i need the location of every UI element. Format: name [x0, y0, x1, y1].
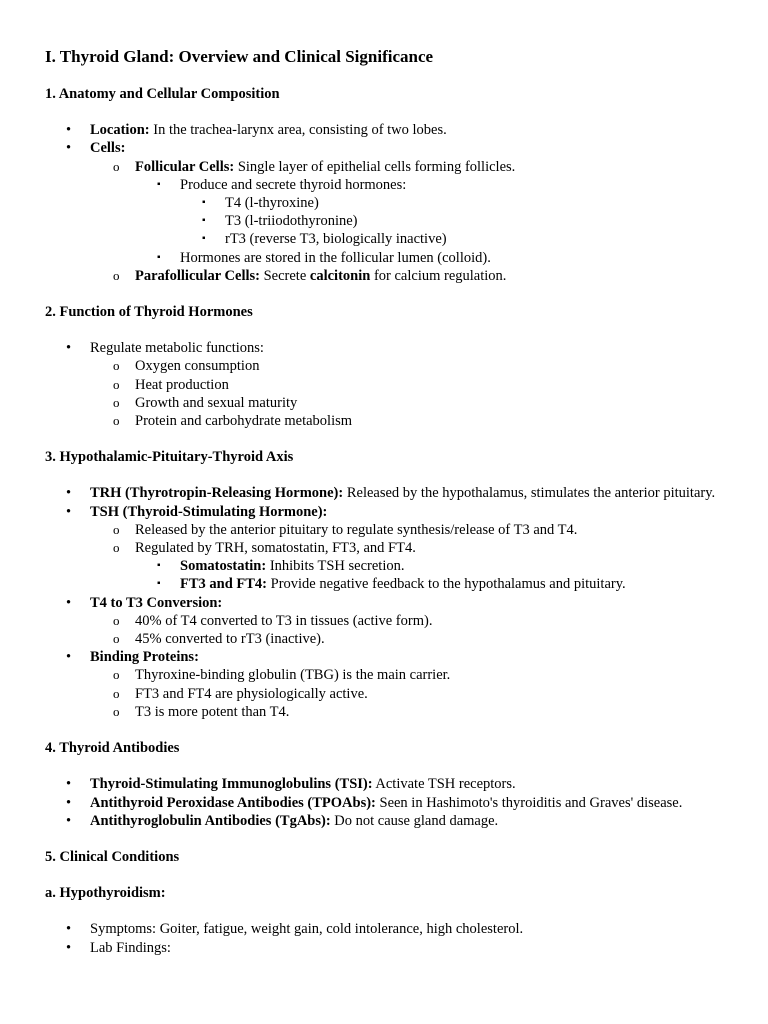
list-item-cells	[45, 139, 728, 285]
circle-marker: o	[113, 631, 120, 647]
bullet-marker: •	[66, 340, 72, 357]
parafollicular-label: Parafollicular Cells:	[135, 267, 260, 284]
list-item	[90, 412, 728, 430]
parafollicular-text-b: for calcium regulation.	[370, 267, 507, 284]
list-item-binding	[45, 648, 728, 721]
square-marker: ▪	[157, 178, 161, 190]
subsection-heading-hypothyroidism: a. Hypothyroidism:	[45, 885, 166, 902]
bullet-marker: •	[66, 812, 72, 829]
tsh-item-text: Regulated by TRH, somatostatin, FT3, and FT4.	[135, 540, 416, 557]
square-marker: ▪	[157, 578, 161, 590]
anatomy-list	[45, 121, 728, 285]
circle-marker: o	[113, 540, 120, 556]
produce-text: Produce and secrete thyroid hormones:	[180, 176, 407, 193]
conversion-label: T4 to T3 Conversion:	[90, 594, 223, 611]
trh-text: Released by the hypothalamus, stimulates the anterior pituitary.	[343, 485, 716, 502]
cells-label: Cells:	[90, 140, 126, 157]
bullet-marker: •	[66, 140, 72, 157]
somatostatin-text: Inhibits TSH secretion.	[266, 558, 405, 575]
regulate-text: Regulate metabolic functions:	[90, 340, 264, 357]
list-item-produce	[135, 176, 728, 249]
follicular-label: Follicular Cells:	[135, 158, 235, 175]
square-marker: ▪	[157, 560, 161, 572]
function-list	[45, 339, 728, 430]
list-item-regulate	[45, 339, 728, 430]
tsh-sublist	[90, 521, 728, 594]
list-item-location	[45, 121, 728, 139]
bullet-marker: •	[66, 503, 72, 520]
list-item-rt3	[180, 230, 728, 248]
circle-marker: o	[113, 376, 120, 392]
hypothyroidism-list	[45, 920, 728, 956]
list-item-tg	[45, 812, 728, 830]
t3-text: T3 (l-triiodothyronine)	[225, 213, 358, 230]
list-item	[90, 630, 728, 648]
square-marker: ▪	[157, 251, 161, 263]
binding-item-text: Thyroxine-binding globulin (TBG) is the main carrier.	[135, 667, 451, 684]
list-item	[90, 685, 728, 703]
list-item-tpo	[45, 794, 728, 812]
list-item-t4	[180, 194, 728, 212]
list-item	[90, 394, 728, 412]
binding-item-text: T3 is more potent than T4.	[135, 703, 290, 720]
axis-list	[45, 484, 728, 721]
document-title: I. Thyroid Gland: Overview and Clinical Significance	[45, 47, 434, 66]
conversion-item-text: 45% converted to rT3 (inactive).	[135, 631, 325, 648]
binding-sublist	[90, 666, 728, 721]
section-heading-function: 2. Function of Thyroid Hormones	[45, 304, 253, 321]
circle-marker: o	[113, 521, 120, 537]
ft-label: FT3 and FT4:	[180, 576, 268, 593]
list-item-somatostatin	[135, 557, 728, 575]
section-heading-antibodies: 4. Thyroid Antibodies	[45, 740, 180, 757]
binding-label: Binding Proteins:	[90, 649, 199, 666]
list-item	[90, 612, 728, 630]
tsh-label: TSH (Thyroid-Stimulating Hormone):	[90, 503, 328, 520]
metabolic-functions-list	[90, 357, 728, 430]
circle-marker: o	[113, 667, 120, 683]
section-heading-anatomy: 1. Anatomy and Cellular Composition	[45, 86, 280, 102]
conversion-item-text: 40% of T4 converted to T3 in tissues (active form).	[135, 612, 433, 629]
trh-label: TRH (Thyrotropin-Releasing Hormone):	[90, 485, 344, 502]
list-item	[90, 703, 728, 721]
tg-text: Do not cause gland damage.	[330, 812, 499, 829]
function-item-text: Heat production	[135, 376, 229, 393]
circle-marker: o	[113, 685, 120, 701]
list-item-lab	[45, 939, 728, 957]
circle-marker: o	[113, 267, 120, 283]
circle-marker: o	[113, 358, 120, 374]
tsi-label: Thyroid-Stimulating Immunoglobulins (TSI):	[90, 776, 373, 793]
bullet-marker: •	[66, 921, 72, 938]
symptoms-text: Symptoms: Goiter, fatigue, weight gain, cold intolerance, high cholesterol.	[90, 921, 524, 938]
list-item	[90, 521, 728, 539]
circle-marker: o	[113, 703, 120, 719]
list-item	[90, 539, 728, 594]
bullet-marker: •	[66, 776, 72, 793]
tsi-text: Activate TSH receptors.	[372, 776, 516, 793]
section-heading-axis: 3. Hypothalamic-Pituitary-Thyroid Axis	[45, 449, 294, 466]
follicular-text: Single layer of epithelial cells forming follicles.	[234, 158, 516, 175]
tpo-label: Antithyroid Peroxidase Antibodies (TPOAbs):	[90, 794, 376, 811]
list-item	[90, 666, 728, 684]
circle-marker: o	[113, 413, 120, 429]
bullet-marker: •	[66, 594, 72, 611]
list-item-stored	[135, 249, 728, 267]
tsh-regulators-list	[135, 557, 728, 593]
list-item-follicular	[90, 158, 728, 267]
bullet-marker: •	[66, 794, 72, 811]
tsh-item-text: Released by the anterior pituitary to regulate synthesis/release of T3 and T4.	[135, 521, 578, 538]
section-heading-clinical: 5. Clinical Conditions	[45, 848, 180, 865]
list-item-symptoms	[45, 920, 728, 938]
t4-text: T4 (l-thyroxine)	[225, 195, 319, 212]
calcitonin-term: calcitonin	[309, 267, 371, 284]
circle-marker: o	[113, 394, 120, 410]
list-item-trh	[45, 484, 728, 502]
list-item-tsh	[45, 503, 728, 594]
stored-text: Hormones are stored in the follicular lumen (colloid).	[180, 249, 491, 266]
follicular-sublist	[135, 176, 728, 267]
binding-item-text: FT3 and FT4 are physiologically active.	[135, 685, 368, 702]
list-item-parafollicular	[90, 267, 728, 285]
list-item	[90, 376, 728, 394]
tpo-text: Seen in Hashimoto's thyroiditis and Graves' disease.	[375, 794, 683, 811]
function-item-text: Protein and carbohydrate metabolism	[135, 413, 353, 430]
lab-text: Lab Findings:	[90, 939, 171, 956]
square-marker: ▪	[202, 233, 206, 245]
square-marker: ▪	[202, 197, 206, 209]
cells-sublist	[90, 158, 728, 285]
list-item-conversion	[45, 594, 728, 649]
bullet-marker: •	[66, 939, 72, 956]
bullet-marker: •	[66, 122, 72, 139]
tg-label: Antithyroglobulin Antibodies (TgAbs):	[90, 812, 331, 829]
parafollicular-text-a: Secrete	[259, 267, 310, 284]
square-marker: ▪	[202, 215, 206, 227]
somatostatin-label: Somatostatin:	[180, 558, 267, 575]
circle-marker: o	[113, 158, 120, 174]
circle-marker: o	[113, 612, 120, 628]
location-label: Location:	[90, 122, 150, 139]
function-item-text: Oxygen consumption	[135, 358, 260, 375]
conversion-sublist	[90, 612, 728, 648]
hormone-list	[180, 194, 728, 249]
location-text: In the trachea-larynx area, consisting of two lobes.	[149, 122, 447, 139]
bullet-marker: •	[66, 485, 72, 502]
rt3-text: rT3 (reverse T3, biologically inactive)	[225, 231, 447, 248]
bullet-marker: •	[66, 649, 72, 666]
antibodies-list	[45, 775, 728, 830]
list-item	[90, 357, 728, 375]
list-item-ft3-ft4	[135, 575, 728, 593]
list-item-t3	[180, 212, 728, 230]
list-item-tsi	[45, 775, 728, 793]
ft-text: Provide negative feedback to the hypothalamus and pituitary.	[267, 576, 626, 593]
function-item-text: Growth and sexual maturity	[135, 394, 298, 411]
